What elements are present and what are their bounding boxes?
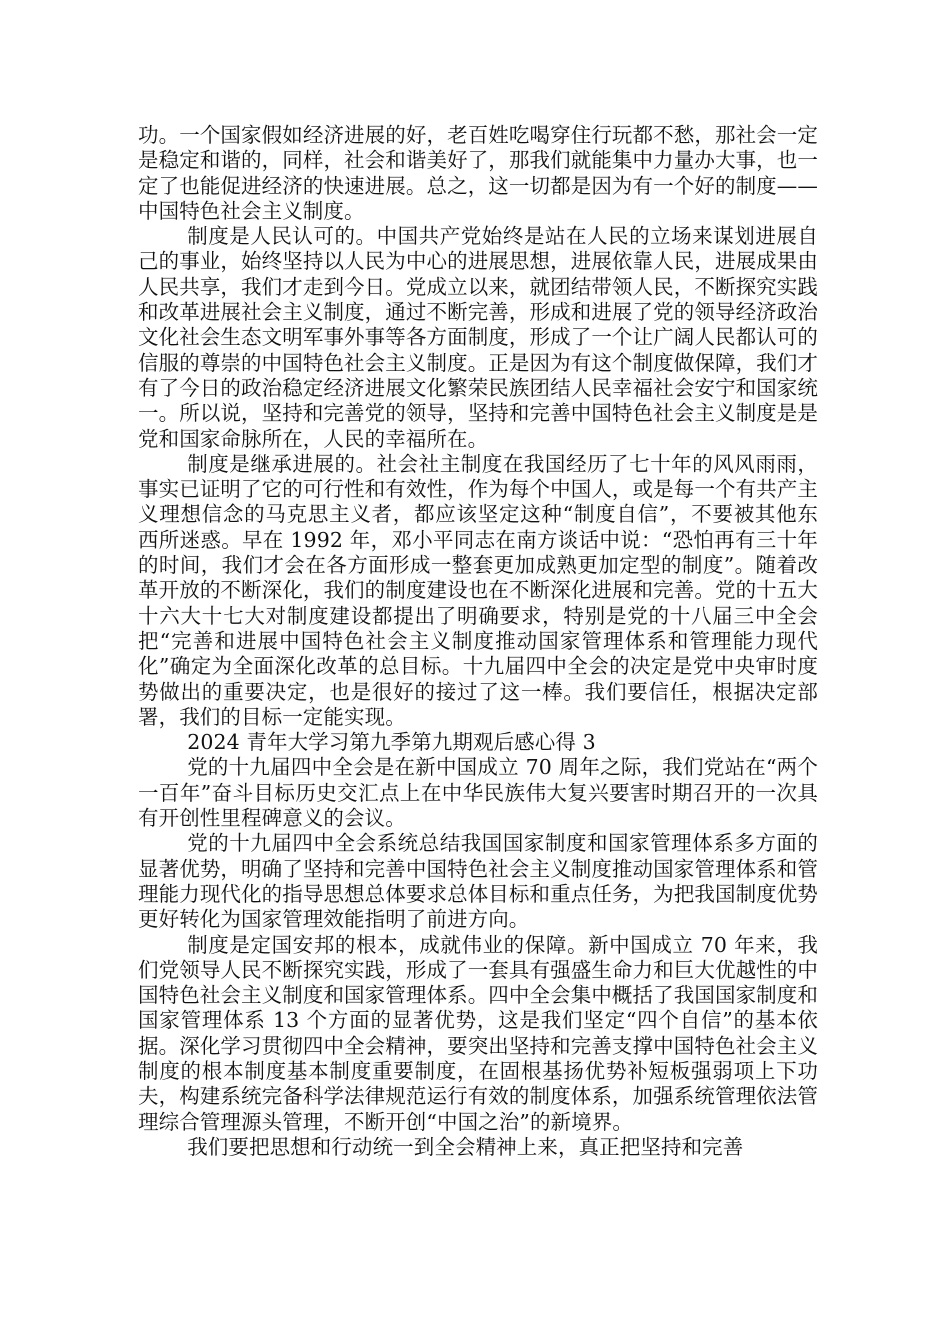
paragraph-2: 制度是人民认可的。中国共产党始终是站在人民的立场来谋划进展自己的事业，始终坚持以人民为中心的进展思想，进展依靠人民，进展成果由人民共享，我们才走到今日。党成立以来，就团结带领人民，不断探究实践和改革进展社会主义制度，通过不断完善，形成和进展了党的领导经济政治文化社会生态文明军事外事等各方面制度，形成了一个让广阔人民都认可的信服的尊崇的中国特色社会主义制度。正是因为有这个制度做保障，我们才有了今日的政治稳定经济进展文化繁荣民族团结人民幸福社会安宁和国家统一。所以说，坚持和完善党的领导，坚持和完善中国特色社会主义制度是是党和国家命脉所在，人民的幸福所在。: [138, 224, 818, 451]
paragraph-1: 功。一个国家假如经济进展的好，老百姓吃喝穿住行玩都不愁，那社会一定是稳定和谐的，同样，社会和谐美好了，那我们就能集中力量办大事，也一定了也能促进经济的快速进展。总之，这一切都是因为有一个好的制度——中国特色社会主义制度。: [138, 123, 818, 223]
paragraph-6: 党的十九届四中全会系统总结我国国家制度和国家管理体系多方面的显著优势，明确了坚持和完善中国特色社会主义制度推动国家管理体系和管理能力现代化的指导思想总体要求总体目标和重点任务，为把我国制度优势更好转化为国家管理效能指明了前进方向。: [138, 831, 818, 932]
paragraph-3: 制度是继承进展的。社会社主制度在我国经历了七十年的风风雨雨，事实已证明了它的可行性和有效性，作为每个中国人，或是每一个有共产主义理想信念的马克思主义者，都应该坚定这种“制度自信”，不要被其他东西所迷惑。早在 1992 年，邓小平同志在南方谈话中说：“恐怕再有三十年的时间，我们才会在各方面形成一整套更加成熟更加定型的制度”。随着改革开放的不断深化，我们的制度建设也在不断深化进展和完善。党的十五大十六大十七大对制度建设都提出了明确要求，特别是党的十八届三中全会把“完善和进展中国特色社会主义制度推动国家管理体系和管理能力现代化”确定为全面深化改革的总目标。十九届四中全会的决定是党中央审时度势做出的重要决定，也是很好的接过了这一棒。我们要信任，根据决定部署，我们的目标一定能实现。: [138, 451, 818, 729]
paragraph-8: 我们要把思想和行动统一到全会精神上来，真正把坚持和完善: [187, 1134, 744, 1159]
paragraph-7: 制度是定国安邦的根本，成就伟业的保障。新中国成立 70 年来，我们党领导人民不断探究实践，形成了一套具有强盛生命力和巨大优越性的中国特色社会主义制度和国家管理体系。四中全会集中概括了我国国家制度和国家管理体系 13 个方面的显著优势，这是我们坚定“四个自信”的基本依据。深化学习贯彻四中全会精神，要突出坚持和完善支撑中国特色社会主义制度的根本制度基本制度重要制度，在固根基扬优势补短板强弱项上下功夫，构建系统完备科学法律规范运行有效的制度体系，加强系统管理依法管理综合管理源头管理，不断开创“中国之治”的新境界。: [138, 932, 818, 1134]
document-body: [138, 123, 818, 1160]
section-heading: 2024 青年大学习第九季第九期观后感心得 3: [187, 730, 596, 755]
paragraph-5: 党的十九届四中全会是在新中国成立 70 周年之际，我们党站在“两个一百年”奋斗目标历史交汇点上在中华民族伟大复兴要害时期召开的一次具有开创性里程碑意义的会议。: [138, 755, 818, 831]
